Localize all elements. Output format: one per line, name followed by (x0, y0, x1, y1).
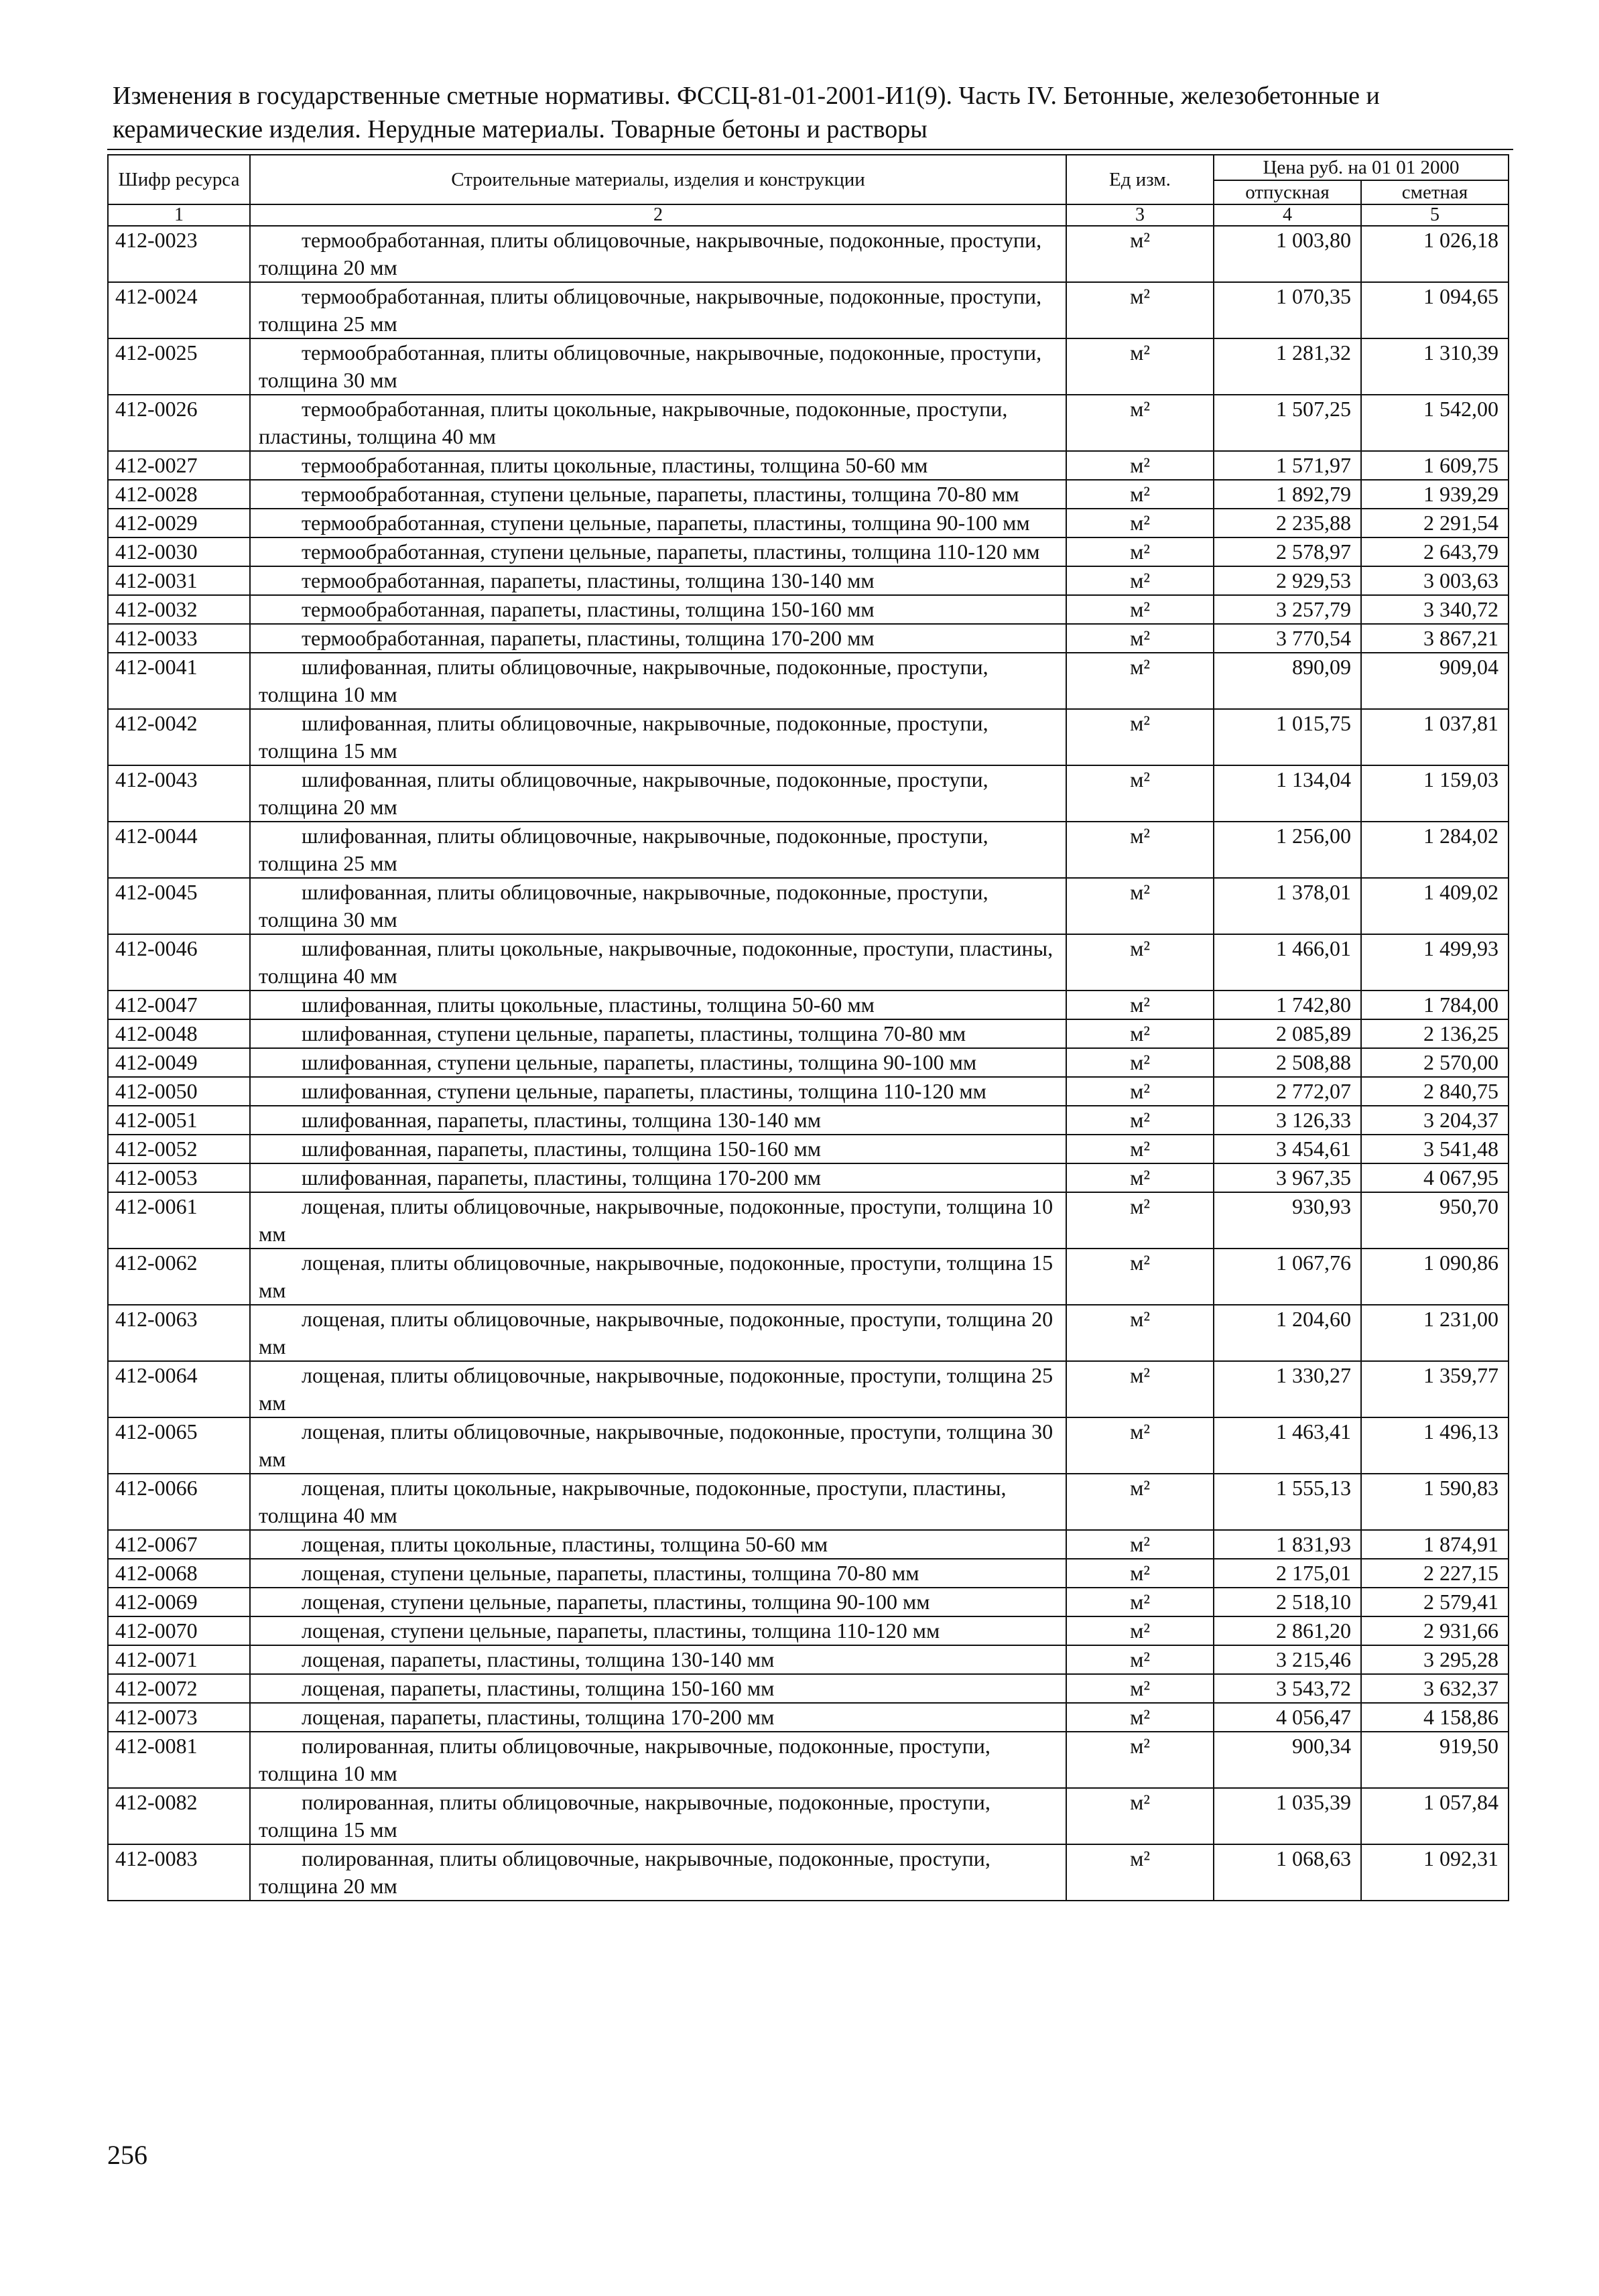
cell-estimate-price: 1 359,77 (1361, 1361, 1509, 1417)
cell-estimate-price: 1 409,02 (1361, 878, 1509, 934)
table-row (108, 1616, 1509, 1645)
cell-code: 412-0024 (108, 282, 250, 338)
cell-unit: м² (1066, 1588, 1214, 1616)
cell-description: лощеная, плиты облицовочные, накрывочные, подоконные, проступи, толщина 30 мм (250, 1417, 1066, 1474)
cell-release-price: 1 571,97 (1214, 451, 1361, 480)
cell-release-price: 1 068,63 (1214, 1844, 1361, 1901)
cell-unit: м² (1066, 282, 1214, 338)
cell-release-price: 2 578,97 (1214, 537, 1361, 566)
cell-unit: м² (1066, 395, 1214, 451)
cell-estimate-price: 3 541,48 (1361, 1135, 1509, 1163)
cell-code: 412-0049 (108, 1048, 250, 1077)
cell-description: шлифованная, ступени цельные, парапеты, пластины, толщина 90-100 мм (250, 1048, 1066, 1077)
cell-release-price: 1 555,13 (1214, 1474, 1361, 1530)
cell-release-price: 1 507,25 (1214, 395, 1361, 451)
cell-unit: м² (1066, 1645, 1214, 1674)
cell-release-price: 890,09 (1214, 653, 1361, 709)
cell-description: термообработанная, ступени цельные, парапеты, пластины, толщина 110-120 мм (250, 537, 1066, 566)
table-row (108, 1417, 1509, 1474)
cell-release-price: 1 742,80 (1214, 991, 1361, 1019)
cell-release-price: 1 378,01 (1214, 878, 1361, 934)
cell-unit: м² (1066, 1732, 1214, 1788)
cell-description: лощеная, плиты облицовочные, накрывочные, подоконные, проступи, толщина 25 мм (250, 1361, 1066, 1417)
cell-description: лощеная, плиты цокольные, пластины, толщина 50-60 мм (250, 1530, 1066, 1559)
cell-description: лощеная, парапеты, пластины, толщина 150-160 мм (250, 1674, 1066, 1703)
table-row (108, 1530, 1509, 1559)
cell-description: термообработанная, парапеты, пластины, толщина 130-140 мм (250, 566, 1066, 595)
table-row (108, 282, 1509, 338)
cell-release-price: 1 134,04 (1214, 765, 1361, 822)
cell-description: шлифованная, ступени цельные, парапеты, пластины, толщина 70-80 мм (250, 1019, 1066, 1048)
cell-description: лощеная, ступени цельные, парапеты, пластины, толщина 90-100 мм (250, 1588, 1066, 1616)
cell-release-price: 1 330,27 (1214, 1361, 1361, 1417)
cell-code: 412-0071 (108, 1645, 250, 1674)
table-row (108, 1361, 1509, 1417)
cell-unit: м² (1066, 537, 1214, 566)
cell-estimate-price: 1 094,65 (1361, 282, 1509, 338)
cell-description: термообработанная, плиты облицовочные, накрывочные, подоконные, проступи, толщина 20 мм (250, 226, 1066, 282)
cell-code: 412-0042 (108, 709, 250, 765)
cell-unit: м² (1066, 509, 1214, 537)
cell-unit: м² (1066, 1192, 1214, 1249)
cell-description: термообработанная, ступени цельные, парапеты, пластины, толщина 90-100 мм (250, 509, 1066, 537)
cell-description: шлифованная, плиты цокольные, накрывочные, подоконные, проступи, пластины, толщина 40 мм (250, 934, 1066, 991)
cell-unit: м² (1066, 624, 1214, 653)
col-number-1: 1 (108, 204, 250, 226)
table-row (108, 1048, 1509, 1077)
col-number-5: 5 (1361, 204, 1509, 226)
table-row (108, 480, 1509, 509)
cell-estimate-price: 1 939,29 (1361, 480, 1509, 509)
table-row (108, 624, 1509, 653)
cell-code: 412-0053 (108, 1163, 250, 1192)
cell-code: 412-0032 (108, 595, 250, 624)
cell-release-price: 1 256,00 (1214, 822, 1361, 878)
cell-estimate-price: 3 204,37 (1361, 1106, 1509, 1135)
col-header-price: Цена руб. на 01 01 2000 (1214, 155, 1509, 180)
table-row (108, 934, 1509, 991)
cell-code: 412-0048 (108, 1019, 250, 1048)
cell-unit: м² (1066, 1530, 1214, 1559)
cell-release-price: 2 929,53 (1214, 566, 1361, 595)
cell-description: шлифованная, плиты облицовочные, накрывочные, подоконные, проступи, толщина 25 мм (250, 822, 1066, 878)
cell-description: шлифованная, парапеты, пластины, толщина 170-200 мм (250, 1163, 1066, 1192)
cell-unit: м² (1066, 1417, 1214, 1474)
cell-description: термообработанная, парапеты, пластины, толщина 150-160 мм (250, 595, 1066, 624)
cell-code: 412-0067 (108, 1530, 250, 1559)
cell-release-price: 1 070,35 (1214, 282, 1361, 338)
table-row (108, 653, 1509, 709)
cell-estimate-price: 919,50 (1361, 1732, 1509, 1788)
cell-description: полированная, плиты облицовочные, накрывочные, подоконные, проступи, толщина 15 мм (250, 1788, 1066, 1844)
cell-code: 412-0064 (108, 1361, 250, 1417)
table-row (108, 991, 1509, 1019)
cell-description: лощеная, плиты облицовочные, накрывочные, подоконные, проступи, толщина 10 мм (250, 1192, 1066, 1249)
cell-code: 412-0052 (108, 1135, 250, 1163)
cell-unit: м² (1066, 765, 1214, 822)
table-row (108, 1077, 1509, 1106)
cell-description: шлифованная, плиты облицовочные, накрывочные, подоконные, проступи, толщина 30 мм (250, 878, 1066, 934)
cell-code: 412-0029 (108, 509, 250, 537)
page-header (113, 79, 1507, 146)
table-row (108, 451, 1509, 480)
cell-code: 412-0061 (108, 1192, 250, 1249)
cell-code: 412-0062 (108, 1249, 250, 1305)
cell-code: 412-0066 (108, 1474, 250, 1530)
cell-code: 412-0027 (108, 451, 250, 480)
cell-estimate-price: 1 092,31 (1361, 1844, 1509, 1901)
cell-estimate-price: 1 037,81 (1361, 709, 1509, 765)
cell-code: 412-0045 (108, 878, 250, 934)
cell-unit: м² (1066, 709, 1214, 765)
cell-code: 412-0050 (108, 1077, 250, 1106)
table-row (108, 338, 1509, 395)
cell-unit: м² (1066, 1048, 1214, 1077)
cell-release-price: 1 892,79 (1214, 480, 1361, 509)
table-row (108, 1844, 1509, 1901)
cell-release-price: 4 056,47 (1214, 1703, 1361, 1732)
cell-code: 412-0070 (108, 1616, 250, 1645)
cell-description: шлифованная, плиты облицовочные, накрывочные, подоконные, проступи, толщина 10 мм (250, 653, 1066, 709)
cell-estimate-price: 1 310,39 (1361, 338, 1509, 395)
cell-unit: м² (1066, 1844, 1214, 1901)
cell-unit: м² (1066, 1703, 1214, 1732)
cell-description: лощеная, парапеты, пластины, толщина 130-140 мм (250, 1645, 1066, 1674)
cell-unit: м² (1066, 1019, 1214, 1048)
cell-code: 412-0063 (108, 1305, 250, 1361)
cell-estimate-price: 2 136,25 (1361, 1019, 1509, 1048)
cell-release-price: 1 204,60 (1214, 1305, 1361, 1361)
cell-unit: м² (1066, 822, 1214, 878)
cell-code: 412-0069 (108, 1588, 250, 1616)
table-row (108, 1305, 1509, 1361)
page-number: 256 (107, 2140, 147, 2170)
cell-estimate-price: 1 026,18 (1361, 226, 1509, 282)
cell-unit: м² (1066, 1163, 1214, 1192)
cell-estimate-price: 2 291,54 (1361, 509, 1509, 537)
cell-unit: м² (1066, 1361, 1214, 1417)
cell-estimate-price: 1 057,84 (1361, 1788, 1509, 1844)
cell-unit: м² (1066, 1249, 1214, 1305)
cell-unit: м² (1066, 1305, 1214, 1361)
cell-release-price: 1 015,75 (1214, 709, 1361, 765)
cell-estimate-price: 1 542,00 (1361, 395, 1509, 451)
cell-estimate-price: 2 840,75 (1361, 1077, 1509, 1106)
cell-estimate-price: 1 284,02 (1361, 822, 1509, 878)
cell-code: 412-0041 (108, 653, 250, 709)
col-header-material: Строительные материалы, изделия и конструкции (250, 155, 1066, 204)
table-row (108, 509, 1509, 537)
cell-release-price: 2 235,88 (1214, 509, 1361, 537)
cell-estimate-price: 1 784,00 (1361, 991, 1509, 1019)
cell-code: 412-0068 (108, 1559, 250, 1588)
cell-estimate-price: 1 231,00 (1361, 1305, 1509, 1361)
table-row (108, 1192, 1509, 1249)
cell-code: 412-0081 (108, 1732, 250, 1788)
cell-description: шлифованная, парапеты, пластины, толщина 130-140 мм (250, 1106, 1066, 1135)
cell-description: лощеная, плиты облицовочные, накрывочные, подоконные, проступи, толщина 20 мм (250, 1305, 1066, 1361)
cell-unit: м² (1066, 653, 1214, 709)
cell-code: 412-0025 (108, 338, 250, 395)
cell-estimate-price: 2 931,66 (1361, 1616, 1509, 1645)
cell-code: 412-0051 (108, 1106, 250, 1135)
cell-code: 412-0023 (108, 226, 250, 282)
cell-release-price: 1 003,80 (1214, 226, 1361, 282)
cell-code: 412-0046 (108, 934, 250, 991)
cell-code: 412-0033 (108, 624, 250, 653)
price-table (107, 154, 1509, 1901)
table-row (108, 1674, 1509, 1703)
cell-code: 412-0082 (108, 1788, 250, 1844)
col-header-estimate: сметная (1361, 180, 1509, 204)
col-number-4: 4 (1214, 204, 1361, 226)
cell-code: 412-0043 (108, 765, 250, 822)
table-row (108, 1249, 1509, 1305)
table-head (108, 155, 1509, 226)
header-line-1: Изменения в государственные сметные нормативы. ФССЦ-81-01-2001-И1(9). Часть IV. Бетонные, железобетонные и (113, 82, 1380, 110)
table-row (108, 1788, 1509, 1844)
cell-estimate-price: 1 874,91 (1361, 1530, 1509, 1559)
cell-estimate-price: 1 499,93 (1361, 934, 1509, 991)
cell-unit: м² (1066, 566, 1214, 595)
cell-code: 412-0083 (108, 1844, 250, 1901)
table-row (108, 537, 1509, 566)
cell-release-price: 3 126,33 (1214, 1106, 1361, 1135)
cell-release-price: 930,93 (1214, 1192, 1361, 1249)
cell-description: термообработанная, плиты цокольные, накрывочные, подоконные, проступи, пластины, толщина 40 мм (250, 395, 1066, 451)
cell-release-price: 3 543,72 (1214, 1674, 1361, 1703)
table-row (108, 1588, 1509, 1616)
header-line-2: керамические изделия. Нерудные материалы. Товарные бетоны и растворы (113, 115, 928, 143)
cell-unit: м² (1066, 878, 1214, 934)
cell-estimate-price: 4 158,86 (1361, 1703, 1509, 1732)
table-row (108, 878, 1509, 934)
cell-description: термообработанная, ступени цельные, парапеты, пластины, толщина 70-80 мм (250, 480, 1066, 509)
table-row (108, 1703, 1509, 1732)
cell-description: лощеная, ступени цельные, парапеты, пластины, толщина 70-80 мм (250, 1559, 1066, 1588)
cell-estimate-price: 2 570,00 (1361, 1048, 1509, 1077)
cell-release-price: 3 257,79 (1214, 595, 1361, 624)
cell-description: лощеная, плиты цокольные, накрывочные, подоконные, проступи, пластины, толщина 40 мм (250, 1474, 1066, 1530)
cell-unit: м² (1066, 934, 1214, 991)
cell-description: термообработанная, плиты цокольные, пластины, толщина 50-60 мм (250, 451, 1066, 480)
cell-release-price: 1 281,32 (1214, 338, 1361, 395)
table-row (108, 1135, 1509, 1163)
cell-unit: м² (1066, 338, 1214, 395)
cell-unit: м² (1066, 1077, 1214, 1106)
cell-unit: м² (1066, 595, 1214, 624)
cell-unit: м² (1066, 1616, 1214, 1645)
cell-release-price: 3 454,61 (1214, 1135, 1361, 1163)
cell-estimate-price: 3 295,28 (1361, 1645, 1509, 1674)
cell-code: 412-0044 (108, 822, 250, 878)
col-header-unit: Ед изм. (1066, 155, 1214, 204)
table-row (108, 395, 1509, 451)
cell-release-price: 3 215,46 (1214, 1645, 1361, 1674)
cell-release-price: 900,34 (1214, 1732, 1361, 1788)
cell-description: лощеная, парапеты, пластины, толщина 170-200 мм (250, 1703, 1066, 1732)
cell-estimate-price: 1 159,03 (1361, 765, 1509, 822)
cell-code: 412-0030 (108, 537, 250, 566)
cell-estimate-price: 1 496,13 (1361, 1417, 1509, 1474)
cell-release-price: 2 772,07 (1214, 1077, 1361, 1106)
cell-release-price: 1 831,93 (1214, 1530, 1361, 1559)
header-rule (107, 149, 1513, 150)
cell-description: шлифованная, плиты облицовочные, накрывочные, подоконные, проступи, толщина 15 мм (250, 709, 1066, 765)
cell-code: 412-0028 (108, 480, 250, 509)
cell-description: шлифованная, ступени цельные, парапеты, пластины, толщина 110-120 мм (250, 1077, 1066, 1106)
cell-description: шлифованная, парапеты, пластины, толщина 150-160 мм (250, 1135, 1066, 1163)
cell-description: термообработанная, плиты облицовочные, накрывочные, подоконные, проступи, толщина 25 мм (250, 282, 1066, 338)
table-row (108, 595, 1509, 624)
cell-unit: м² (1066, 1135, 1214, 1163)
col-header-release: отпускная (1214, 180, 1361, 204)
cell-release-price: 2 508,88 (1214, 1048, 1361, 1077)
col-number-2: 2 (250, 204, 1066, 226)
cell-code: 412-0026 (108, 395, 250, 451)
cell-release-price: 2 518,10 (1214, 1588, 1361, 1616)
cell-release-price: 3 770,54 (1214, 624, 1361, 653)
table-row (108, 226, 1509, 282)
cell-unit: м² (1066, 1474, 1214, 1530)
table-row (108, 566, 1509, 595)
cell-code: 412-0072 (108, 1674, 250, 1703)
cell-release-price: 2 861,20 (1214, 1616, 1361, 1645)
cell-unit: м² (1066, 1674, 1214, 1703)
cell-release-price: 2 085,89 (1214, 1019, 1361, 1048)
table-row (108, 1732, 1509, 1788)
cell-description: термообработанная, плиты облицовочные, накрывочные, подоконные, проступи, толщина 30 мм (250, 338, 1066, 395)
cell-release-price: 1 463,41 (1214, 1417, 1361, 1474)
cell-release-price: 2 175,01 (1214, 1559, 1361, 1588)
cell-estimate-price: 3 632,37 (1361, 1674, 1509, 1703)
cell-unit: м² (1066, 226, 1214, 282)
cell-release-price: 1 466,01 (1214, 934, 1361, 991)
cell-release-price: 3 967,35 (1214, 1163, 1361, 1192)
cell-unit: м² (1066, 1788, 1214, 1844)
cell-code: 412-0065 (108, 1417, 250, 1474)
cell-description: полированная, плиты облицовочные, накрывочные, подоконные, проступи, толщина 10 мм (250, 1732, 1066, 1788)
cell-unit: м² (1066, 480, 1214, 509)
table-row (108, 1163, 1509, 1192)
cell-code: 412-0047 (108, 991, 250, 1019)
cell-description: полированная, плиты облицовочные, накрывочные, подоконные, проступи, толщина 20 мм (250, 1844, 1066, 1901)
table-row (108, 765, 1509, 822)
cell-description: лощеная, плиты облицовочные, накрывочные, подоконные, проступи, толщина 15 мм (250, 1249, 1066, 1305)
cell-estimate-price: 3 867,21 (1361, 624, 1509, 653)
table-row (108, 1106, 1509, 1135)
table-row (108, 1559, 1509, 1588)
cell-estimate-price: 1 590,83 (1361, 1474, 1509, 1530)
cell-code: 412-0073 (108, 1703, 250, 1732)
table-row (108, 822, 1509, 878)
col-number-3: 3 (1066, 204, 1214, 226)
table-body (108, 226, 1509, 1901)
table-row (108, 1019, 1509, 1048)
cell-description: лощеная, ступени цельные, парапеты, пластины, толщина 110-120 мм (250, 1616, 1066, 1645)
table-row (108, 709, 1509, 765)
cell-description: шлифованная, плиты цокольные, пластины, толщина 50-60 мм (250, 991, 1066, 1019)
cell-estimate-price: 1 090,86 (1361, 1249, 1509, 1305)
col-header-code: Шифр ресурса (108, 155, 250, 204)
cell-estimate-price: 950,70 (1361, 1192, 1509, 1249)
cell-estimate-price: 3 340,72 (1361, 595, 1509, 624)
cell-estimate-price: 4 067,95 (1361, 1163, 1509, 1192)
cell-release-price: 1 035,39 (1214, 1788, 1361, 1844)
cell-estimate-price: 909,04 (1361, 653, 1509, 709)
cell-estimate-price: 3 003,63 (1361, 566, 1509, 595)
table-row (108, 1474, 1509, 1530)
cell-unit: м² (1066, 991, 1214, 1019)
cell-description: термообработанная, парапеты, пластины, толщина 170-200 мм (250, 624, 1066, 653)
cell-code: 412-0031 (108, 566, 250, 595)
cell-estimate-price: 1 609,75 (1361, 451, 1509, 480)
cell-release-price: 1 067,76 (1214, 1249, 1361, 1305)
cell-description: шлифованная, плиты облицовочные, накрывочные, подоконные, проступи, толщина 20 мм (250, 765, 1066, 822)
table-row (108, 1645, 1509, 1674)
cell-estimate-price: 2 643,79 (1361, 537, 1509, 566)
cell-unit: м² (1066, 1106, 1214, 1135)
cell-estimate-price: 2 227,15 (1361, 1559, 1509, 1588)
cell-estimate-price: 2 579,41 (1361, 1588, 1509, 1616)
cell-unit: м² (1066, 1559, 1214, 1588)
cell-unit: м² (1066, 451, 1214, 480)
